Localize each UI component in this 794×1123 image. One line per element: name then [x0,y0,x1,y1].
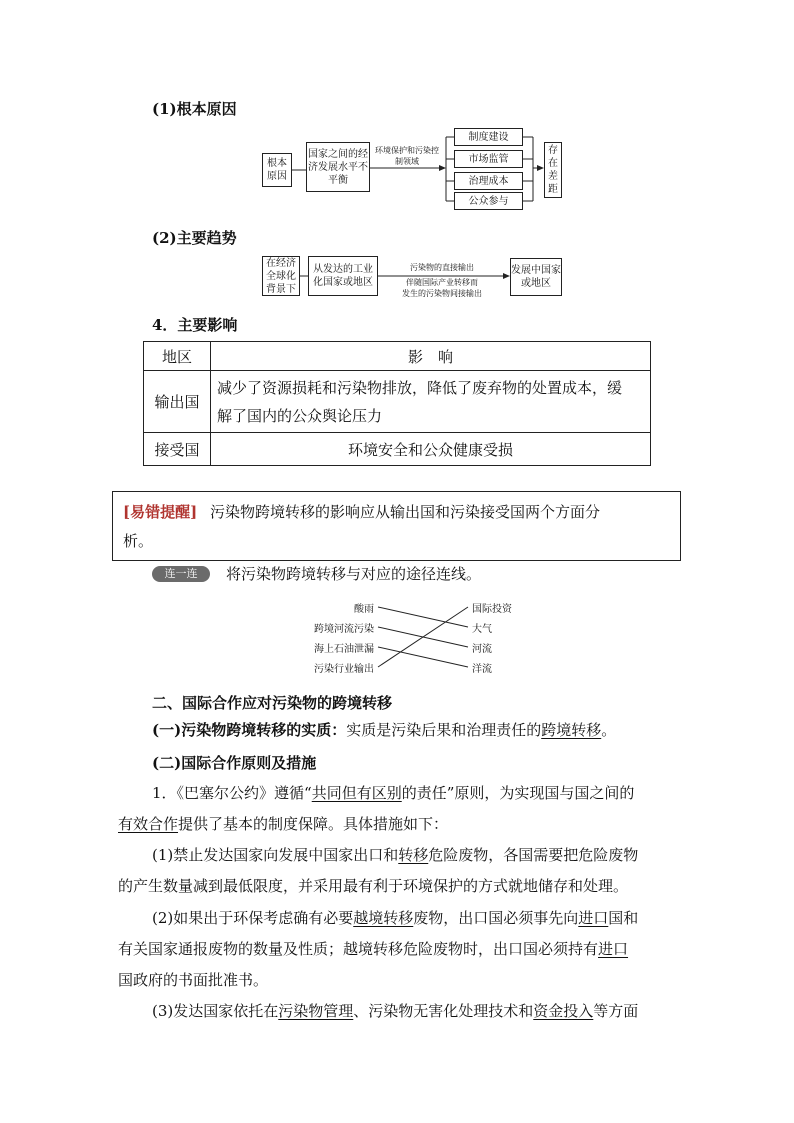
root-box: 根本原因 [262,153,292,187]
p4-u1: 污染物管理 [278,1002,354,1020]
part2-sub1-underline: 跨境转移 [541,721,602,739]
table-cell-region: 接受国 [144,433,211,466]
para-3-line2 [118,934,628,964]
table-header-region: 地区 [144,342,211,371]
p4-c: 等方面 [593,1002,639,1020]
p2-b: 危险废物，各国需要把危险废物 [428,846,639,864]
p3-b: 废物，出口国必须事先向 [413,909,579,927]
p2-u1: 转移 [398,846,429,864]
p2-a: (1)禁止发达国家向发展中国家出口和 [152,846,399,864]
part2-sub2-heading: (二)国际合作原则及措施 [152,754,317,772]
p4-a: (3)发达国家依托在 [152,1002,279,1020]
p1-c: 提供了基本的制度保障。具体措施如下： [178,815,449,833]
match-left-item: 海上石油泄漏 [314,644,374,655]
p4-b: 、污染物无害化处理技术和 [353,1002,534,1020]
match-right-item: 河流 [472,644,492,655]
trend-label-1: 污染物的直接输出 [410,263,474,272]
diagram-item-cost: 治理成本 [454,172,523,190]
match-right-item: 大气 [472,624,492,635]
para-1-line1 [152,778,634,808]
part2-heading: 二、国际合作应对污染物的跨境转移 [152,694,393,712]
part2-sub1-end: 。 [601,721,617,739]
error-tip-text-1: 污染物跨境转移的影响应从输出国和污染接受国两个方面分 [209,503,600,521]
section-heading-impact: 4．主要影响 [152,316,238,334]
diagram-item-public: 公众参与 [454,192,523,210]
match-right-item: 国际投资 [472,604,512,615]
para-3-line3: 国政府的书面批准书。 [118,971,269,989]
part2-sub1-heading: (一)污染物跨境转移的实质： [152,721,347,739]
link-exercise-badge: 连一连 [152,566,210,582]
section-heading-root-cause: (1)根本原因 [152,100,237,118]
p3-a: (2)如果出于环保考虑确有必要 [152,909,354,927]
to-box: 发展中国家或地区 [510,258,562,296]
result-box: 存在差距 [544,142,562,198]
p3-u3: 进口 [598,940,629,958]
p1-b: 的责任”原则，为实现国与国之间的 [401,784,635,802]
trend-label-2: 伴随国际产业转移而 [406,278,478,287]
match-left-item: 跨境河流污染 [314,624,374,635]
cause-box: 国家之间的经济发展水平不平衡 [306,142,370,192]
table-header-effect: 影 响 [211,342,651,371]
error-tip-text-2: 析。 [123,532,154,550]
link-exercise-instruction: 将污染物跨境转移与对应的途径连线。 [226,565,482,583]
part2-sub1-text: 实质是污染后果和治理责任的 [346,721,542,739]
para-3-line1 [152,903,638,933]
table-cell-effect-line2: 解了国内的公众舆论压力 [217,406,383,425]
diagram-item-market: 市场监管 [454,150,523,168]
p3-u2: 进口 [578,909,609,927]
match-right-item: 洋流 [472,664,492,675]
para-1-line2 [118,809,448,839]
error-tip-label: [易错提醒] [123,503,198,521]
table-cell-region: 输出国 [144,371,211,433]
match-left-item: 污染行业输出 [314,664,374,675]
arrow-label-domain: 环境保护和污染控制领域 [375,146,439,166]
para-4-line1 [152,996,638,1026]
from-box: 从发达的工业化国家或地区 [308,256,378,296]
match-left-item: 酸雨 [354,604,374,615]
p1-u1: 共同但有区别 [311,784,402,802]
context-box: 在经济全球化背景下 [262,256,300,296]
p3-d: 有关国家通报废物的数量及性质；越境转移危险废物时，出口国必须持有 [118,940,599,958]
p3-u1: 越境转移 [353,909,414,927]
table-cell-effect-line1: 减少了资源损耗和污染物排放，降低了废弃物的处置成本，缓 [217,378,623,397]
section-heading-trend: (2)主要趋势 [152,229,237,247]
diagram-item-institution: 制度建设 [454,128,523,146]
p4-u2: 资金投入 [533,1002,594,1020]
trend-label-3: 发生的污染物间接输出 [402,289,482,298]
para-2-line1 [152,840,638,870]
table-cell-effect: 环境安全和公众健康受损 [211,433,651,466]
p3-c: 国和 [608,909,639,927]
p1-a: 1．《巴塞尔公约》遵循“ [152,784,312,802]
part2-sub1 [152,715,616,745]
para-2-line2: 的产生数量减到最低限度，并采用最有利于环境保护的方式就地储存和处理。 [118,877,629,895]
p1-u2: 有效合作 [118,815,179,833]
